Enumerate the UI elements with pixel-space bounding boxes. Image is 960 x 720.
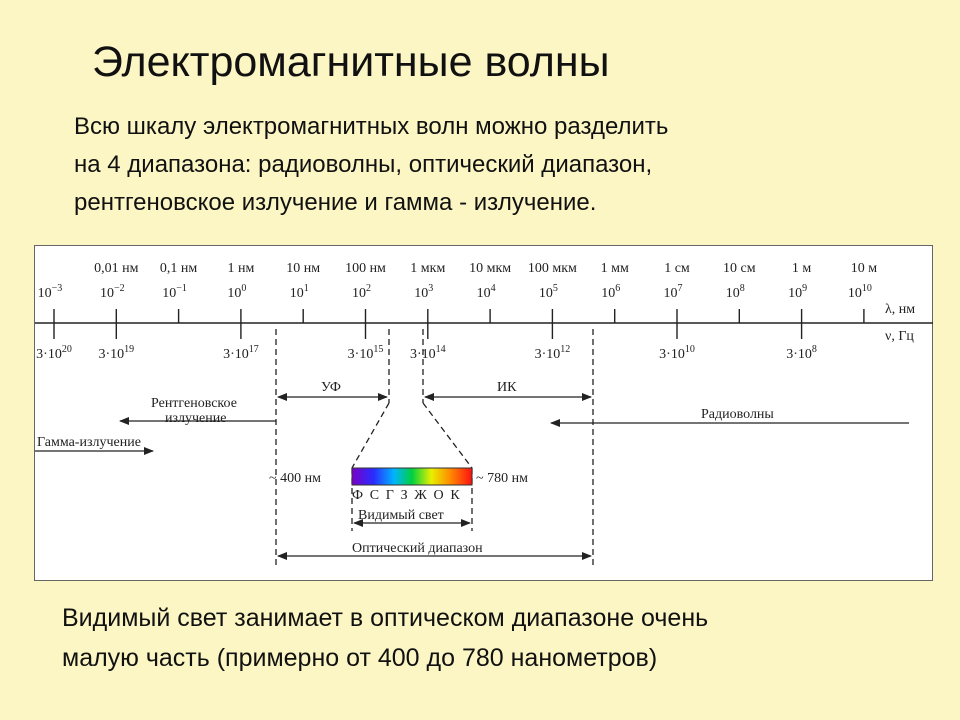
- power-of-ten-label: $10^6$: [601, 283, 621, 301]
- power-of-ten-label: $10^{-3}$: [37, 283, 63, 301]
- power-of-ten-label: $10^0$: [227, 283, 247, 301]
- frequency-label: $3\cdot 10^8$: [786, 344, 817, 362]
- outro-line: малую часть (примерно от 400 до 780 нанометров): [62, 644, 658, 672]
- wavelength-label: 10 нм: [286, 261, 321, 276]
- visible-light-label: Видимый свет: [358, 508, 444, 523]
- outro-text: [62, 598, 942, 678]
- boundary-lines: [276, 329, 593, 568]
- frequency-label: $3\cdot 10^{12}$: [534, 344, 571, 362]
- power-of-ten-label: $10^1$: [289, 283, 309, 301]
- gamma-label: Гамма-излучение: [37, 435, 141, 450]
- power-of-ten-label: $10^4$: [476, 283, 496, 301]
- wavelength-label: 10 см: [723, 261, 756, 276]
- xray-label: Рентгеновское: [151, 396, 237, 411]
- wavelength-label: 1 нм: [227, 261, 255, 276]
- power-of-ten-label: $10^3$: [414, 283, 434, 301]
- power-of-ten-label: $10^5$: [538, 283, 558, 301]
- wavelength-label: 10 мкм: [469, 261, 512, 276]
- spectrum-svg: [35, 246, 934, 582]
- wavelength-label: 0,1 нм: [159, 261, 198, 276]
- wavelength-label: 1 см: [664, 261, 690, 276]
- frequency-label: $3\cdot 10^{14}$: [409, 344, 446, 362]
- intro-line: Всю шкалу электромагнитных волн можно разделить: [74, 113, 669, 140]
- optical-range-label: Оптический диапазон: [352, 541, 483, 556]
- wavelength-label: 100 мкм: [527, 261, 577, 276]
- xray-label-2: излучение: [165, 411, 227, 426]
- nm400-label: ~ 400 нм: [269, 471, 321, 486]
- intro-text: [74, 108, 914, 222]
- power-labels: [38, 283, 872, 301]
- power-of-ten-label: $10^{10}$: [847, 283, 872, 301]
- frequency-labels: [36, 344, 817, 362]
- frequency-ticks: [54, 323, 802, 339]
- uv-label: УФ: [321, 380, 341, 395]
- frequency-label: $3\cdot 10^{10}$: [659, 344, 695, 362]
- power-of-ten-label: $10^2$: [352, 283, 371, 301]
- wavelength-labels: [94, 261, 877, 276]
- ir-label: ИК: [497, 380, 517, 395]
- nm780-label: ~ 780 нм: [476, 471, 528, 486]
- wavelength-label: 1 м: [791, 261, 812, 276]
- wavelength-label: 100 нм: [345, 261, 386, 276]
- page-title: Электромагнитные волны: [92, 38, 610, 86]
- frequency-label: $3\cdot 10^{20}$: [36, 344, 72, 362]
- wavelength-ticks: [54, 309, 864, 323]
- wavelength-label: 10 м: [850, 261, 878, 276]
- frequency-label: $3\cdot 10^{19}$: [98, 344, 135, 362]
- em-spectrum-diagram: [34, 245, 933, 581]
- power-of-ten-label: $10^9$: [788, 283, 808, 301]
- radio-waves-label: Радиоволны: [701, 407, 774, 422]
- frequency-label: $3\cdot 10^{17}$: [223, 344, 259, 362]
- power-of-ten-label: $10^{-2}$: [99, 283, 125, 301]
- power-of-ten-label: $10^7$: [663, 283, 683, 301]
- intro-line: на 4 диапазона: радиоволны, оптический диапазон,: [74, 151, 653, 178]
- power-of-ten-label: $10^8$: [725, 283, 745, 301]
- power-of-ten-label: $10^{-1}$: [162, 283, 187, 301]
- spectrum-colors-letters: Ф С Г З Ж О К: [352, 488, 462, 503]
- lambda-axis-label: λ, нм: [885, 302, 916, 317]
- nu-axis-label: ν, Гц: [885, 329, 914, 344]
- wavelength-label: 1 мкм: [410, 261, 446, 276]
- wavelength-label: 0,01 нм: [94, 261, 139, 276]
- intro-line: рентгеновское излучение и гамма - излучение.: [74, 189, 597, 216]
- visible-spectrum-bar: [352, 468, 472, 485]
- frequency-label: $3\cdot 10^{15}$: [347, 344, 384, 362]
- wavelength-label: 1 мм: [600, 261, 629, 276]
- outro-line: Видимый свет занимает в оптическом диапазоне очень: [62, 604, 709, 632]
